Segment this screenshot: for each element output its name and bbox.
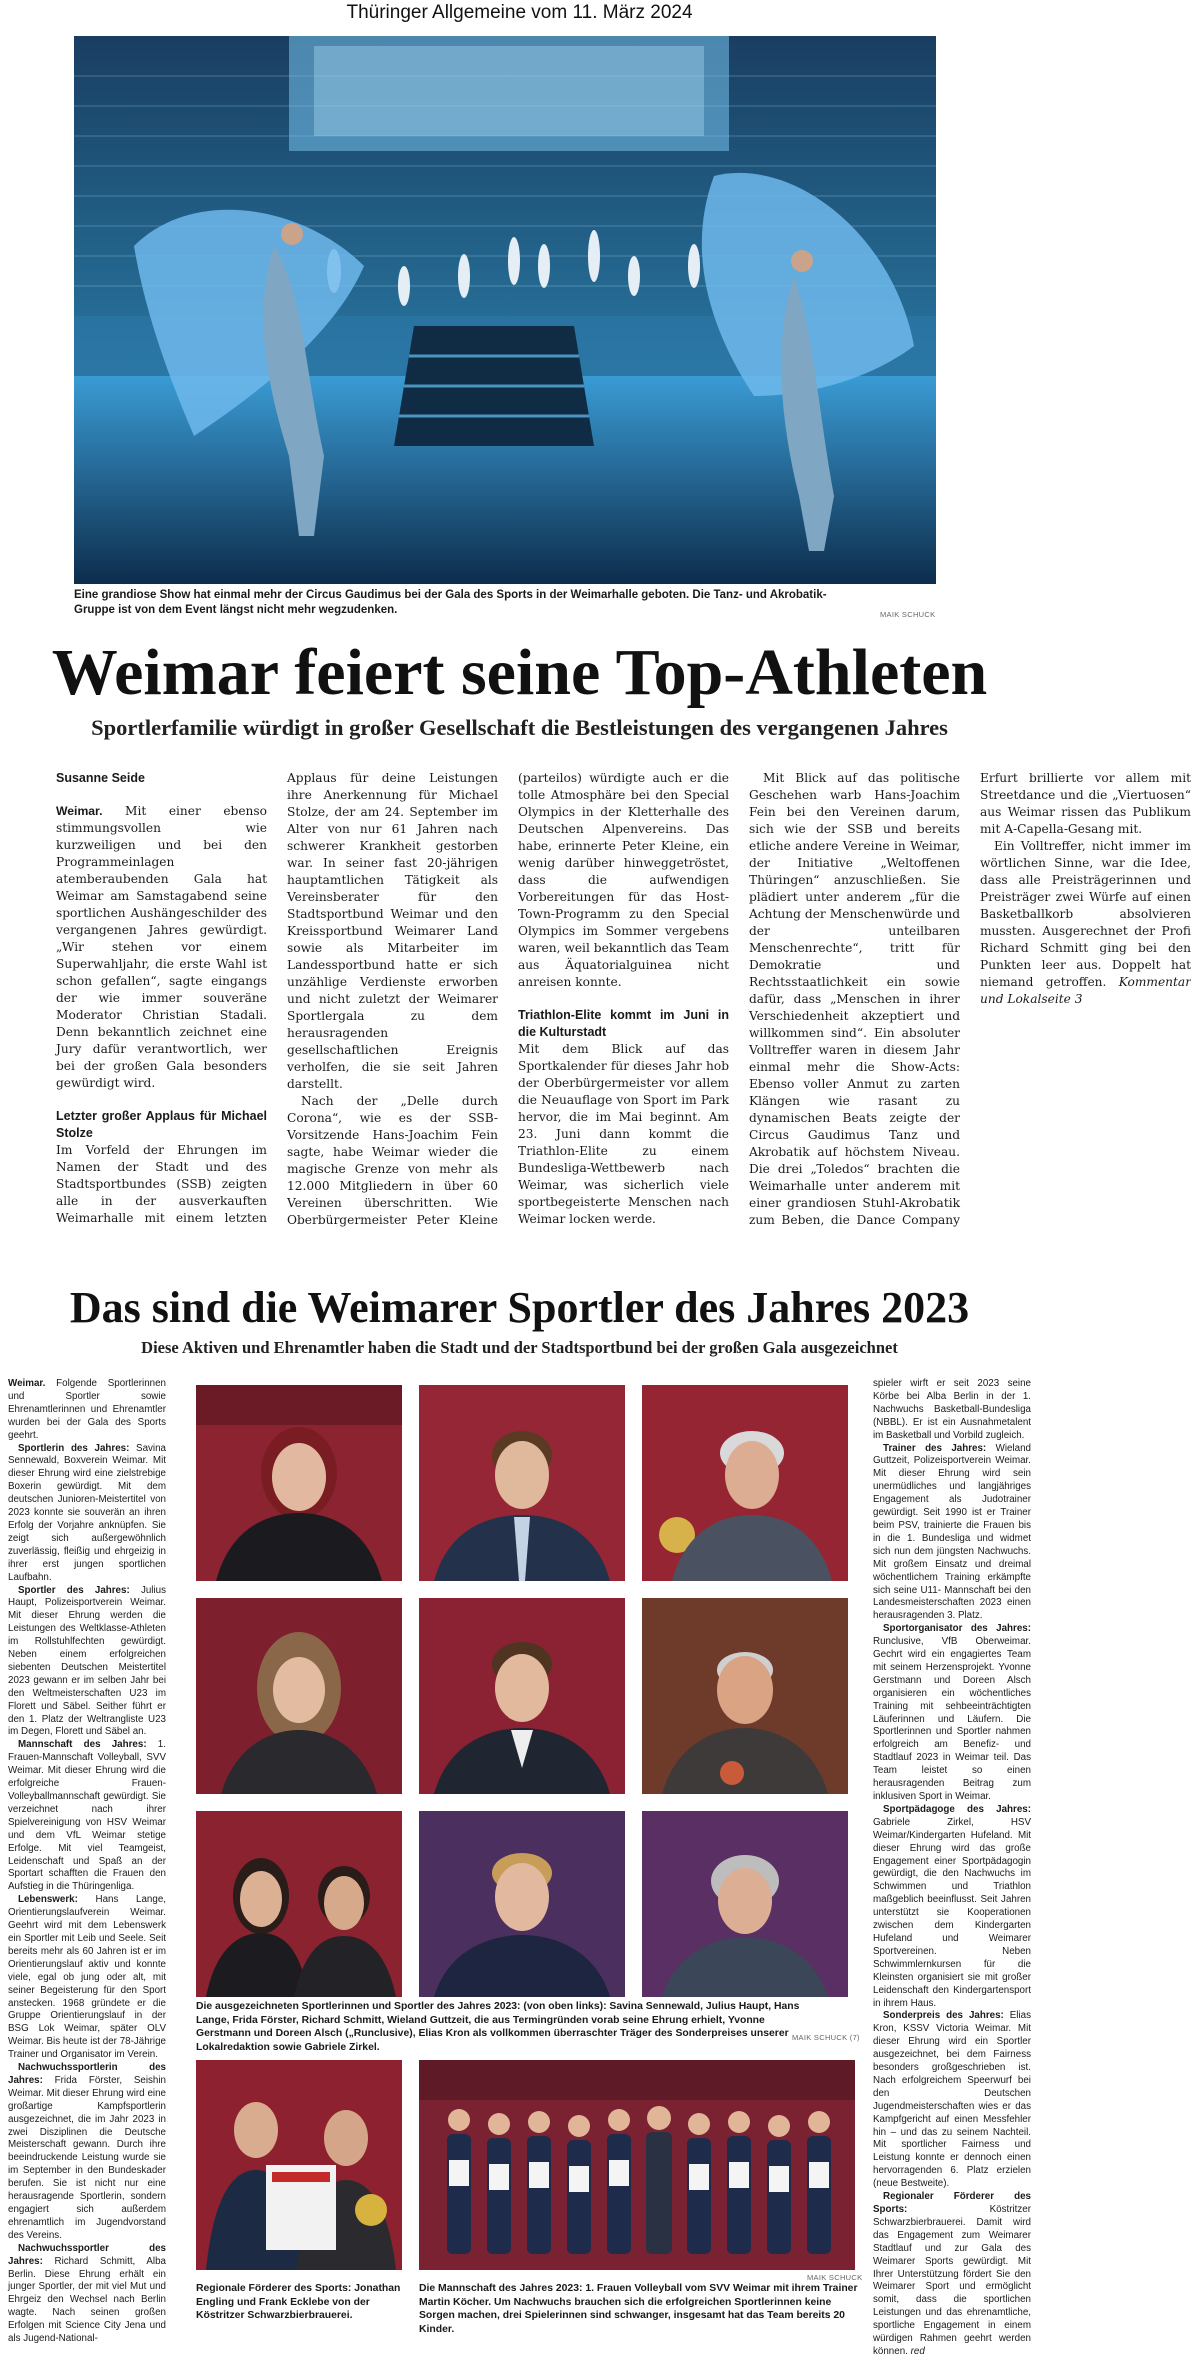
paragraph: Mit Blick auf das politische Geschehen warb Hans-Joachim Fein bei den Vereinen darum, sich wie der SSB und bereits etliche andere Vereine in Weimar, der Initiative „Weltoffenen Thüringen“ anzuschließen. Sie plädiert unter anderem „für die Achtung der Menschenwürde und der unteilbaren Menschenrechte“, tritt für Demokratie und Rechtsstaatlichkeit ein sowie dafür, dass „Menschen in ihrer Verschiedenheit akzeptiert und willkommen sind“. Ein absoluter Volltreffer waren in diesem Jahr einmal mehr die Show-Acts: Ebenso voller Anmut zu zarten Klängen wie rasant zu dynamischen Beats zeigte der Circus Gaudimus Tanz und Akrobatik auf höchstem Niveau. Die drei „Toledos“ brachten die Weimarhalle unter anderem mit einer grandiosen Stuhl-Akrobatik zum Beben, die Dance Company Erfurt brillierte vor allem mit Streetdance und die „Viertuosen“ aus Weimar rissen das Publikum mit A-Capella-Gesang mit.	[749, 771, 1191, 1227]
article2-headline: Das sind die Weimarer Sportler des Jahres 2023	[69, 1283, 970, 1332]
dateline: Weimar.	[56, 804, 103, 818]
award-entry: Sportler des Jahres: Julius Haupt, Polizeisportverein Weimar. Mit dieser Ehrung werden die Leistungen des Weltklasse-Athleten im Rollstuhlfechten gewürdigt. Neben einem erfolgreichen siebenten Deutschen Meistertitel 2023 gewann er im selben Jahr bei den Weltmeisterschaften U23 im Florett und Säbel. Seither führt er den 1. Platz der Weltrangliste U23 im Degen, Florett und Säbel an.	[8, 1584, 166, 1738]
awards-list-right	[873, 1378, 1031, 2357]
award-entry: Nachwuchssportler des Jahres: Richard Schmitt, Alba Berlin. Diese Ehrung erhält ein junger Sportler, der mit viel Mut und Ehrgeiz den Wechsel nach Berlin wagte. Nach seinen großen Erfolgen mit Science City Jena und als Jugend-National-	[8, 2242, 166, 2345]
sponsor-photo	[196, 2060, 402, 2270]
award-entry: Sportlerin des Jahres: Savina Sennewald, Boxverein Weimar. Mit dieser Ehrung wird eine zielstrebige Boxerin gewürdigt. Mit dem deutschen Junioren-Meistertitel von 2023 konnte sie souverän an ihren Erfolg der Vorjahre anknüpfen. Sie zeigt sich außergewöhnlich zuverlässig, fleißig und ehrgeizig in ihrer erst jungen sportlichen Laufbahn.	[8, 1442, 166, 1583]
section-heading: Letzter großer Applaus für Michael Stolze	[56, 1109, 267, 1140]
portrait-photo-runclusive-team	[196, 1811, 402, 1997]
portrait-photo-gabriele-zirkel	[642, 1811, 848, 1997]
award-entry: Trainer des Jahres: Wieland Guttzeit, Polizeisportverein Weimar. Mit dieser Ehrung wird sein unermüdliches und langjähriges Engagement als Judotrainer gewürdigt. Seit 1990 ist er Trainer beim PSV, trainierte die Frauen bis in die 1. Bundesliga und widmet sich nun dem jüngsten Nachwuchs. Mit großem Einsatz und dreimal wöchentlichem Training erkämpfte sich seine U11- Mannschaft bei den Landesmeisterschaften 2023 einen herausragenden 3. Platz.	[873, 1442, 1031, 1622]
article-body	[56, 770, 1191, 1240]
portrait-photo-elias-kron	[419, 1811, 625, 1997]
author-byline: Susanne Seide	[56, 771, 145, 785]
hero-photo-credit: MAIK SCHUCK	[880, 610, 936, 619]
award-entry: Nachwuchssportlerin des Jahres: Frida Förster, Seishin Weimar. Mit dieser Ehrung wird eine großartige Kampfsportlerin ausgezeichnet, die im Jahr 2023 in zwei Disziplinen die Deutsche Meisterschaft gewann. Durch ihre beeindruckende Leistung wurde sie im September in den Bundeskader berufen. Sie ist nicht nur eine herausragende Sportlerin, sondern engagiert sich außerdem ehrenamtlich im Jugendvorstand des Vereins.	[8, 2062, 166, 2241]
portrait-photo-hans-lange	[642, 1385, 848, 1581]
team-caption: Die Mannschaft des Jahres 2023: 1. Frauen Volleyball vom SVV Weimar mit ihrem Trainer Martin Köcher. Um Nachwuchs brauchen sich die erfolgreichen Sportlerinnen keine Sorgen machen, drei Spielerinnen sind schwanger, insgesamt hat das Team bereits 20 Kinder.	[419, 2283, 858, 2335]
author-initials: red	[910, 2345, 925, 2357]
hero-photo	[74, 36, 936, 584]
paragraph: Nach der „Delle durch Corona“, wie es der SSB-Vorsitzende Hans-Joachim Fein sagte, habe Weimar wieder die magische Grenze von mehr als 12.000 Mitgliedern in über 60 Vereinen überschritten. Wie Oberbürgermeister Peter Kleine (parteilos) würdigte auch er die tolle Atmosphäre bei den Special Olympics in der Kletterhalle des Deutschen Alpenvereins. Das habe, erinnerte Peter Kleine, ein wenig darüber hinweggetröstet, dass die aufwendigen Vorbereitungen für das Host-Town-Programm zu den Special Olympics im Sommer vergebens waren, weil bekanntlich das Team aus Äquatorialguinea nicht anreisen konnte.	[287, 771, 729, 1227]
portrait-photo-richard-schmitt	[419, 1598, 625, 1794]
grid-caption: Die ausgezeichneten Sportlerinnen und Sportler des Jahres 2023: (von oben links): Savina Sennewald, Julius Haupt, Hans Lange, Frida Förster, Richard Schmitt, Wieland Guttzeit, die aus Termingründen vorab seine Ehrung erhielt, Yvonne Gerstmann und Doreen Alsch („Runclusive), Elias Kron als vollkommen überraschter Träger des Sonderpreises unserer Lokalredaktion sowie Gabriele Zirkel.	[196, 2001, 800, 2053]
sponsor-caption: Regionale Förderer des Sports: Jonathan Engling und Frank Ecklebe von der Köstritzer Schwarzbierbrauerei.	[196, 2283, 401, 2322]
article-headline: Weimar feiert seine Top-Athleten	[51, 636, 988, 709]
paragraph: Weimar. Mit einer ebenso stimmungsvollen wie kurzweiligen und bei den Programmeinlagen atemberaubenden Gala hat Weimar am Samstagabend seine sportlichen Aushängeschilder des vergangenen Jahres gewürdigt. „Wir stehen vor einem Superwahljahr, die erste Wahl ist schon gefallen“, sagte eingangs der wie immer souveräne Moderator Christian Stadali. Denn bekanntlich zeichnet eine Jury dafür verantwortlich, wer bei der großen Gala besonders gewürdigt wird.	[56, 804, 267, 1090]
award-entry: Lebenswerk: Hans Lange, Orientierungslaufverein Weimar. Geehrt wird mit dem Lebenswerk ein Sportler mit Leib und Seele. Seit bereits mehr als 60 Jahren ist er im Orientierungslauf aktiv und konnte viele, egal ob jung oder alt, mit seiner Begeisterung für den Sport anstecken. 1968 gründete er die Gruppe Orientierungslauf in der BSG Lok Weimar, später OLV Weimar. Bis heute ist der 78-Jährige Trainer und Organisator im Verein.	[8, 1894, 166, 2061]
article2-subhead: Diese Aktiven und Ehrenamtler haben die Stadt und der Stadtsportbund bei der großen Gala ausgezeichnet	[141, 1338, 898, 1357]
article-subhead: Sportlerfamilie würdigt in großer Gesellschaft die Bestleistungen des vergangenen Jahres	[91, 715, 948, 740]
award-entry: spieler wirft er seit 2023 seine Körbe bei Alba Berlin in der 1. Nachwuchs Basketball-Bundesliga (NBBL). Er ist ein Ausnahmetalent im Basketball und Vorbild zugleich.	[873, 1378, 1031, 1441]
paragraph: Im Vorfeld der Ehrungen im Namen der Stadt und des Stadtsportbundes (SSB) zeigten alle in der ausverkauften Weimarhalle mit einem letzten Applaus für deine Leistungen ihre Anerkennung für Michael Stolze, der am 24. September im Alter von nur 61 Jahren nach schwerer Krankheit gestorben war. In seiner fast 20-jährigen hauptamtlichen Tätigkeit als Vereinsberater für den Stadtsportbund Weimar und den Kreissportbund Weimarer Land sowie als Mitarbeiter im Landessportbund hatte er sich unzählige Verdienste erworben und nicht zuletzt der Weimarer Sportlergala zu dem herausragenden gesellschaftlichen Ereignis verholfen, die sie seit Jahren darstellt.	[56, 771, 498, 1225]
portrait-photo-julius-haupt	[419, 1385, 625, 1581]
award-entry: Mannschaft des Jahres: 1. Frauen-Mannschaft Volleyball, SVV Weimar. Mit dieser Ehrung wird die erfolgreiche Frauen-Volleyballmannschaft gewürdigt. Sie verzeichnet nach ihrer Spielvereinigung von HSV Weimar und dem VfL Weimar stetige Erfolge. Mit viel Teamgeist, Leidenschaft und Spaß an der Sportart schafften die Frauen den Aufstieg in die Thüringenliga.	[8, 1739, 166, 1893]
portrait-photo-frida-foerster	[196, 1598, 402, 1794]
hero-caption: Eine grandiose Show hat einmal mehr der Circus Gaudimus bei der Gala des Sports in der Weimarhalle geboten. Die Tanz- und Akrobatik-Gruppe ist von dem Event längst nicht mehr wegzudenken.	[74, 589, 827, 616]
paragraph: Ein Volltreffer, nicht immer im wörtlichen Sinne, war die Idee, dass alle Preisträgerinnen und Preisträger zwei Würfe auf einen Basketballkorb absolvieren mussten. Ausgerechnet der Profi Richard Schmitt ging bei den Punkten leer aus. Doppelt hat niemand getroffen. Kommentar und Lokalseite 3	[980, 839, 1191, 1006]
award-entry: Regionaler Förderer des Sports: Köstritzer Schwarzbierbrauerei. Damit wird das Engagement zum Weimarer Stadtlauf und zur Gala des Weimarer Sports gewürdigt. Mit Ihrer Unterstützung fördert Sie den Weimarer Sport und ermöglicht somit, dass die sportlichen Leistungen und das ehrenamtliche, sportliche Engagement in einem würdigen Rahmen geehrt werden können. red	[873, 2191, 1031, 2357]
grid-photo-credit: MAIK SCHUCK (7)	[792, 2033, 860, 2042]
cross-reference: Kommentar und Lokalseite 3	[980, 975, 1191, 1006]
award-entry: Weimar. Folgende Sportlerinnen und Sportler sowie Ehrenamtlerinnen und Ehrenamtler wurden bei der Gala des Sports geehrt.	[8, 1378, 166, 1441]
award-entry: Sportorganisator des Jahres: Runclusive, VfB Oberweimar. Gechrt wird ein engagiertes Team mit seinem Herzensprojekt. Yvonne Gerstmann und Doreen Alsch organisieren ein wöchentliches Training mit sehbeeinträchtigten Läuferinnen und Läufern. Die Sportlerinnen und Sportler nahmen erfolgreich am Benefiz- und Stadtlauf 2023 in Weimar teil. Das Team leistet so einen herausragenden Beitrag zum inklusiven Sport in Weimar.	[873, 1623, 1031, 1802]
portrait-photo-savina-sennewald	[196, 1385, 402, 1581]
awards-list-left	[8, 1378, 166, 2345]
section-heading: Triathlon-Elite kommt im Juni in die Kulturstadt	[518, 1008, 729, 1039]
masthead: Thüringer Allgemeine vom 11. März 2024	[346, 2, 693, 23]
portrait-photo-wieland-guttzeit	[642, 1598, 848, 1794]
award-entry: Sonderpreis des Jahres: Elias Kron, KSSV Victoria Weimar. Mit dieser Ehrung wird ein Sportler ausgezeichnet, bei dem Fairness besonders großgeschrieben ist. Nach erfolgreichem Speerwurf bei den Deutschen Jugendmeisterschaften wies er das Kampfgericht auf einen Messfehler hin – und das zu seinem Nachteil. Mit sportlicher Fairness und Leistung konnte er dennoch einen hervorragenden 6. Platz erzielen (neue Bestweite).	[873, 2010, 1031, 2190]
paragraph: Mit dem Blick auf das Sportkalender für dieses Jahr hob der Oberbürgermeister vor allem die Neuauflage von Sport im Park hervor, die im Mai beginnt. Am 23. Juni dann kommt die Triathlon-Elite zu einem Bundesliga-Wettbewerb nach Weimar, was sicherlich viele sportbegeisterte Menschen nach Weimar locken werde.	[518, 1042, 729, 1226]
team-photo-volleyball	[419, 2060, 855, 2270]
award-entry: Sportpädagoge des Jahres: Gabriele Zirkel, HSV Weimar/Kindergarten Hufeland. Mit dieser Ehrung wird das große Engagement einer Sportpädagogin gewürdigt, die den Nachwuchs im Schwimmen und Triathlon maßgeblich beeinflusst. Seit Jahren unterstützt sie Kooperationen zwischen dem Kindergarten Hufeland und Weimarer Sportvereinen. Neben Schwimmlernkursen für die Kleinsten organisiert sie mit großer Leidenschaft den Kindergartensport in ihrem Haus.	[873, 1803, 1031, 2009]
team-photo-credit: MAIK SCHUCK	[807, 2273, 863, 2282]
